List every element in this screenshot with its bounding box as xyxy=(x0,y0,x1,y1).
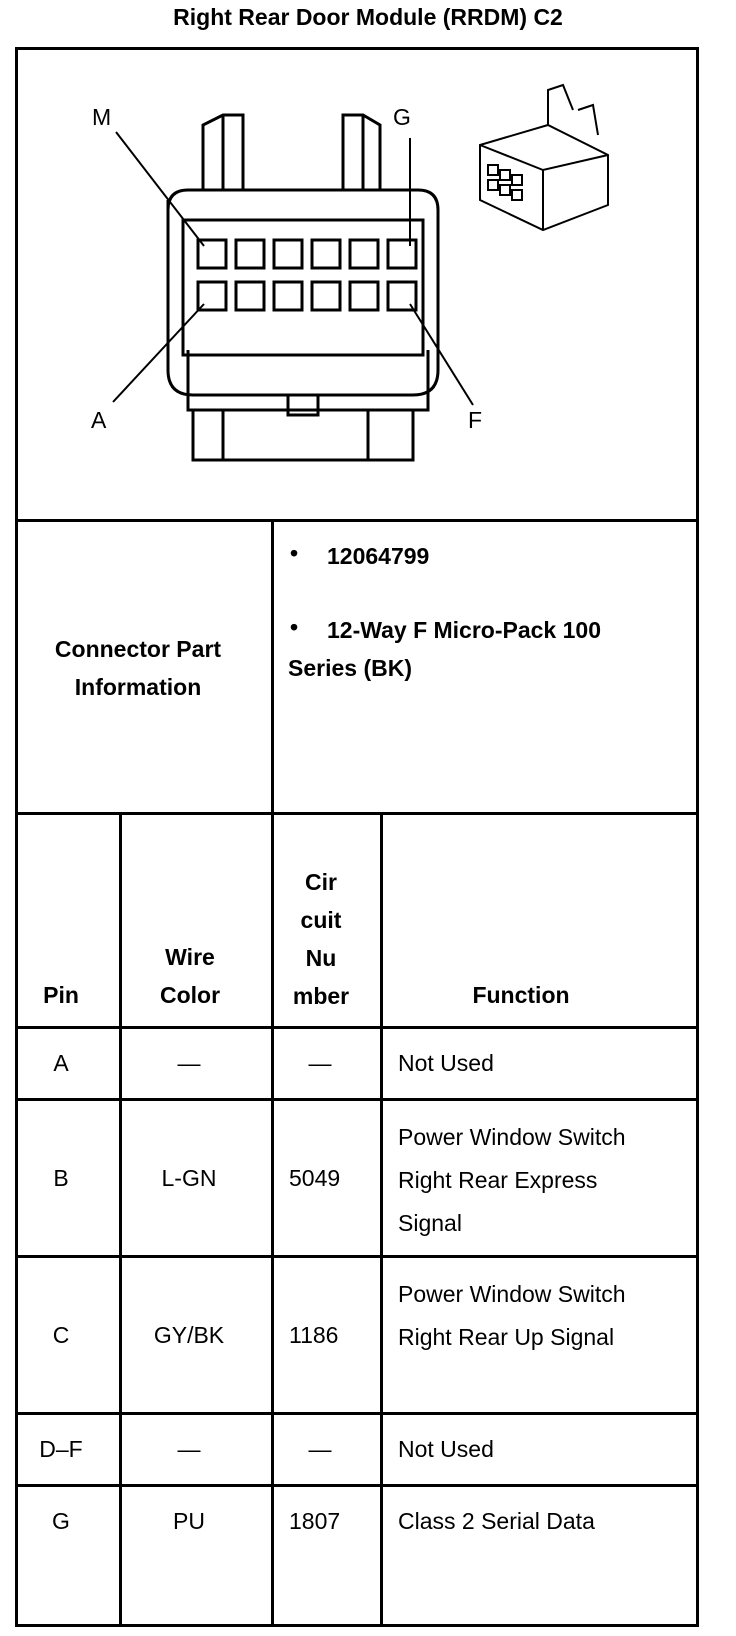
cavity-H xyxy=(350,240,378,268)
pin-label-M: M xyxy=(92,104,112,130)
row-d-f-pin: D–F xyxy=(39,1436,83,1462)
divider xyxy=(15,519,699,522)
cavity-K xyxy=(274,240,302,268)
header-function: Function xyxy=(472,982,570,1008)
header-pin: Pin xyxy=(43,982,79,1008)
row-b-pin: B xyxy=(53,1165,69,1191)
divider xyxy=(15,1098,699,1101)
cavity-B xyxy=(236,282,264,310)
row-b-wire-color: L-GN xyxy=(161,1165,217,1191)
cavity-G xyxy=(388,240,416,268)
divider xyxy=(15,1484,699,1487)
pin-label-G: G xyxy=(393,104,411,130)
row-c-circuit: 1186 xyxy=(289,1322,339,1348)
row-g-function: Class 2 Serial Data xyxy=(398,1508,595,1534)
page-title: Right Rear Door Module (RRDM) C2 xyxy=(173,4,563,30)
header-wire-color: Wire Color xyxy=(159,944,221,1008)
divider xyxy=(15,1412,699,1415)
pin-label-F: F xyxy=(468,407,483,433)
bottom-right-leg xyxy=(368,410,413,460)
cavity-L xyxy=(236,240,264,268)
row-g-circuit: 1807 xyxy=(289,1508,341,1534)
divider xyxy=(15,1255,699,1258)
cavity-C xyxy=(274,282,302,310)
bullet: • xyxy=(290,540,299,566)
row-d-f-wire-color: — xyxy=(177,1436,201,1462)
leader-A xyxy=(113,304,204,402)
cavity-D xyxy=(312,282,340,310)
divider xyxy=(15,1026,699,1029)
connector-info-label: Connector Part Information xyxy=(54,636,222,700)
bullet: • xyxy=(290,614,299,640)
pin-label-A: A xyxy=(91,407,107,433)
connector-diagram xyxy=(18,50,696,520)
connector-3d-view xyxy=(480,85,608,230)
row-a-wire-color: — xyxy=(177,1050,201,1076)
connector-part-number: 12064799 xyxy=(327,543,430,569)
cavity-J xyxy=(312,240,340,268)
row-c-function: Power Window Switch Right Rear Up Signal xyxy=(398,1281,626,1350)
row-g-pin: G xyxy=(52,1508,70,1534)
row-a-pin: A xyxy=(53,1050,69,1076)
divider xyxy=(15,812,699,815)
bottom-left-leg xyxy=(193,410,223,460)
bottom-shroud xyxy=(188,350,428,410)
row-c-wire-color: GY/BK xyxy=(153,1322,225,1348)
row-d-f-circuit: — xyxy=(308,1436,332,1462)
bottom-tab xyxy=(288,395,318,415)
row-a-circuit: — xyxy=(308,1050,332,1076)
row-d-f-function: Not Used xyxy=(398,1436,494,1462)
connector-description: 12-Way F Micro-Pack 100 Series (BK) xyxy=(288,617,601,681)
row-a-function: Not Used xyxy=(398,1050,494,1076)
cavity-E xyxy=(350,282,378,310)
row-g-wire-color: PU xyxy=(173,1508,205,1534)
row-b-circuit: 5049 xyxy=(289,1165,341,1191)
row-c-pin: C xyxy=(52,1322,70,1348)
header-circuit-number: Cir cuit Nu mber xyxy=(292,869,350,1009)
row-b-function: Power Window Switch Right Rear Express Signal xyxy=(398,1124,626,1236)
